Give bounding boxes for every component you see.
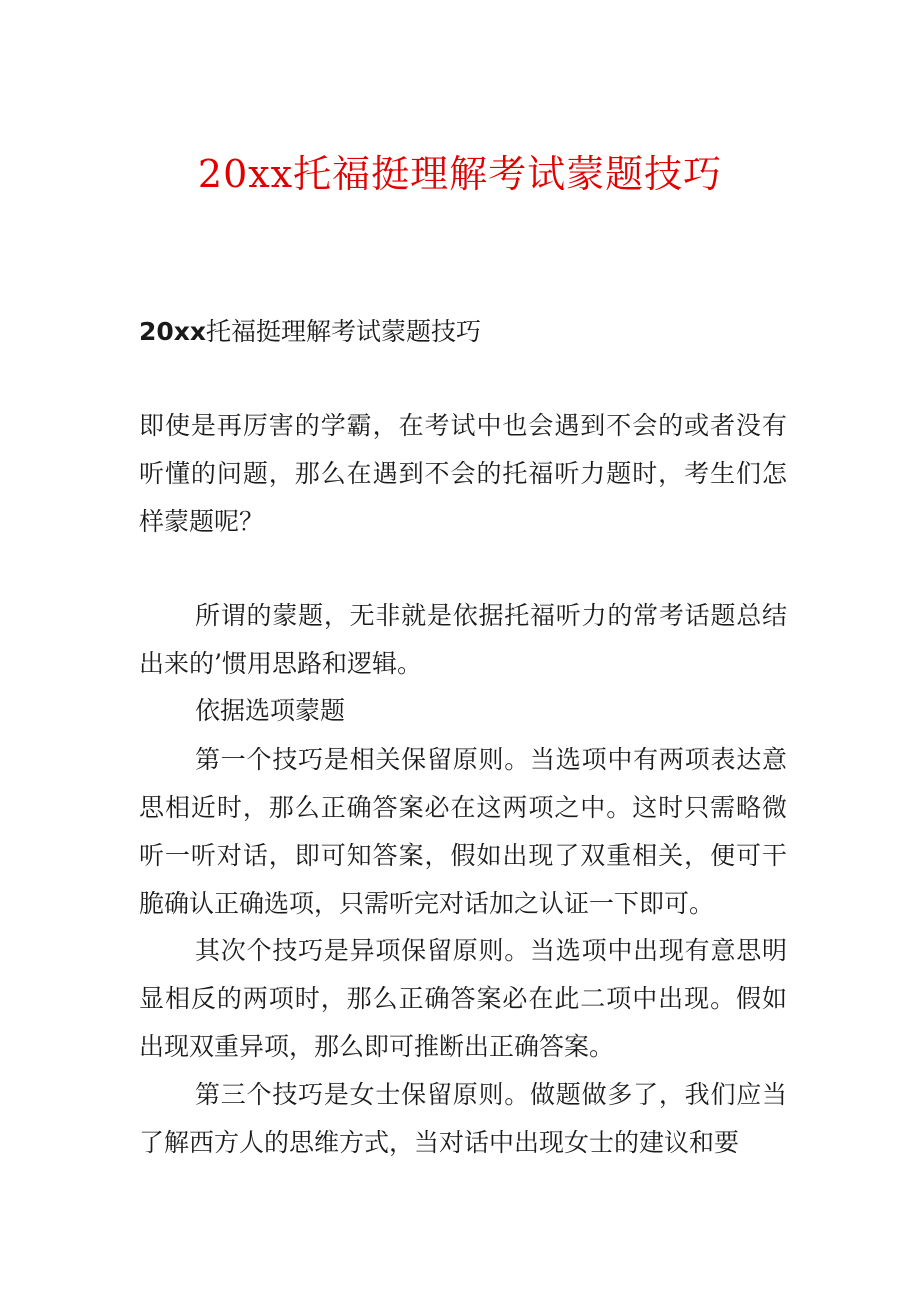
- paragraph-intro: 即使是再厉害的学霸，在考试中也会遇到不会的或者没有听懂的问题，那么在遇到不会的托福听力题时，考生们怎样蒙题呢？: [139, 411, 787, 536]
- section-heading: 依据选项蒙题: [195, 696, 346, 725]
- paragraph-tip-3: 第三个技巧是女士保留原则。做题做多了，我们应当了解西方人的思维方式，当对话中出现女士的建议和要: [139, 1080, 787, 1157]
- paragraph-tip-2: 其次个技巧是异项保留原则。当选项中出现有意思明显相反的两项时，那么正确答案必在此二项中出现。假如出现双重异项，那么即可推断出正确答案。: [139, 936, 787, 1061]
- subtitle-text: 托福挺理解考试蒙题技巧: [206, 317, 482, 346]
- page-title: 20xx托福挺理解考试蒙题技巧: [197, 152, 723, 196]
- subtitle-year: 20xx: [139, 317, 207, 346]
- document-subtitle: [139, 312, 481, 352]
- paragraph-tip-1: 第一个技巧是相关保留原则。当选项中有两项表达意思相近时，那么正确答案必在这两项之中。这时只需略微听一听对话，即可知答案，假如出现了双重相关，便可干脆确认正确选项，只需听完对话加之认证一下即可。: [139, 745, 787, 918]
- paragraph-definition: 所谓的蒙题，无非就是依据托福听力的常考话题总结出来的’惯用思路和逻辑。: [139, 601, 787, 678]
